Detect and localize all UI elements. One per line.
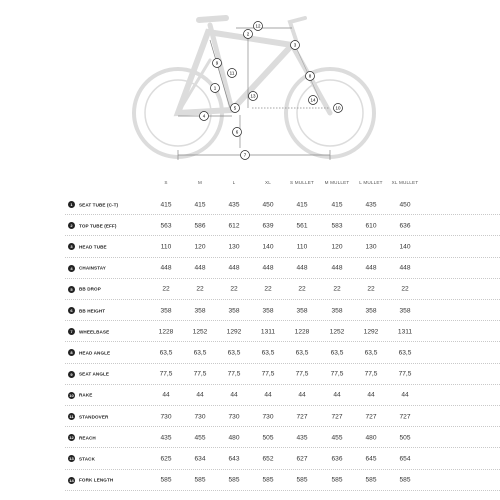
table-cell: 586: [194, 222, 206, 230]
svg-text:9: 9: [215, 60, 219, 66]
table-row: [60, 385, 500, 406]
table-cell: 358: [296, 307, 308, 315]
table-cell: 44: [367, 391, 375, 399]
row-label: STANDOVER: [79, 414, 109, 420]
table-cell: 63,5: [261, 349, 275, 357]
svg-text:7: 7: [243, 152, 247, 158]
table-cell: 585: [331, 476, 343, 484]
table-cell: 1228: [294, 328, 310, 336]
row-label: HEAD TUBE: [79, 244, 107, 250]
table-row: [60, 427, 500, 448]
marker-12: [254, 22, 263, 31]
table-cell: 435: [365, 201, 377, 209]
table-cell: 448: [399, 264, 411, 272]
table-cell: 561: [296, 222, 308, 230]
table-cell: 77,5: [193, 370, 207, 378]
table-cell: 22: [298, 285, 306, 293]
table-cell: 730: [228, 413, 240, 421]
table-cell: 505: [399, 434, 411, 442]
table-cell: 448: [365, 264, 377, 272]
table-cell: 610: [365, 222, 377, 230]
table-cell: 625: [160, 455, 172, 463]
table-cell: 612: [228, 222, 240, 230]
svg-text:6: 6: [235, 129, 239, 135]
table-cell: 654: [399, 455, 411, 463]
row-number-badge: 4: [68, 265, 75, 272]
table-cell: 44: [162, 391, 170, 399]
table-cell: 450: [262, 201, 274, 209]
table-cell: 77,5: [159, 370, 173, 378]
table-cell: 480: [365, 434, 377, 442]
table-cell: 455: [194, 434, 206, 442]
table-cell: 585: [194, 476, 206, 484]
table-cell: 1228: [158, 328, 174, 336]
row-number-badge: 5: [68, 286, 75, 293]
table-row: [60, 236, 500, 257]
table-cell: 730: [194, 413, 206, 421]
table-cell: 120: [331, 243, 343, 251]
row-number-badge: 7: [68, 328, 75, 335]
marker-8: [306, 72, 315, 81]
marker-1: [211, 84, 220, 93]
marker-7: [241, 151, 250, 160]
row-number-badge: 9: [68, 371, 75, 378]
marker-4: [200, 112, 209, 121]
table-cell: 435: [160, 434, 172, 442]
table-cell: 77,5: [398, 370, 412, 378]
table-row: [60, 406, 500, 427]
table-cell: 22: [230, 285, 238, 293]
row-number-badge: 8: [68, 349, 75, 356]
table-cell: 358: [194, 307, 206, 315]
row-label: FORK LENGTH: [79, 477, 114, 483]
row-label: HEAD ANGLE: [79, 350, 111, 356]
table-cell: 448: [160, 264, 172, 272]
table-cell: 140: [399, 243, 411, 251]
table-cell: 415: [160, 201, 172, 209]
table-row: [60, 258, 500, 279]
table-cell: 1292: [226, 328, 242, 336]
table-cell: 435: [296, 434, 308, 442]
marker-6: [233, 128, 242, 137]
table-cell: 415: [296, 201, 308, 209]
table-row: [60, 300, 500, 321]
svg-text:12: 12: [255, 23, 261, 29]
column-header: L: [232, 180, 236, 185]
table-cell: 645: [365, 455, 377, 463]
svg-text:5: 5: [233, 105, 237, 111]
table-cell: 435: [228, 201, 240, 209]
table-cell: 358: [365, 307, 377, 315]
row-number-badge: 13: [69, 456, 74, 462]
table-cell: 585: [399, 476, 411, 484]
row-label: BB DROP: [79, 286, 101, 292]
row-label: CHAINSTAY: [79, 265, 106, 271]
row-number-badge: 10: [69, 392, 74, 398]
marker-2: [244, 30, 253, 39]
table-cell: 563: [160, 222, 172, 230]
svg-text:8: 8: [308, 73, 312, 79]
table-row: [60, 194, 500, 215]
table-cell: 44: [196, 391, 204, 399]
marker-14: [309, 96, 318, 105]
table-cell: 22: [162, 285, 170, 293]
table-cell: 44: [401, 391, 409, 399]
svg-text:14: 14: [310, 97, 316, 103]
table-cell: 415: [331, 201, 343, 209]
table-cell: 22: [196, 285, 204, 293]
svg-text:2: 2: [246, 31, 250, 37]
marker-13: [249, 92, 258, 101]
table-cell: 643: [228, 455, 240, 463]
table-cell: 140: [262, 243, 274, 251]
table-cell: 636: [399, 222, 411, 230]
table-cell: 130: [228, 243, 240, 251]
table-cell: 63,5: [330, 349, 344, 357]
row-number-badge: 11: [69, 414, 74, 420]
table-cell: 77,5: [227, 370, 241, 378]
table-cell: 44: [264, 391, 272, 399]
marker-3: [291, 41, 300, 50]
table-cell: 448: [296, 264, 308, 272]
row-divider: [65, 490, 500, 491]
svg-text:11: 11: [229, 70, 235, 76]
table-cell: 77,5: [295, 370, 309, 378]
table-cell: 63,5: [159, 349, 173, 357]
table-cell: 448: [262, 264, 274, 272]
table-cell: 585: [160, 476, 172, 484]
table-cell: 583: [331, 222, 343, 230]
table-cell: 1311: [397, 328, 413, 336]
table-cell: 63,5: [398, 349, 412, 357]
row-label: BB HEIGHT: [79, 308, 106, 314]
table-cell: 727: [399, 413, 411, 421]
column-header: L MULLET: [359, 180, 383, 185]
table-cell: 1252: [192, 328, 208, 336]
row-label: WHEELBASE: [79, 329, 110, 335]
row-number-badge: 6: [68, 307, 75, 314]
column-header: XL MULLET: [391, 180, 419, 185]
table-cell: 1252: [329, 328, 345, 336]
table-cell: 634: [194, 455, 206, 463]
table-cell: 77,5: [330, 370, 344, 378]
table-cell: 505: [262, 434, 274, 442]
table-cell: 627: [296, 455, 308, 463]
table-cell: 652: [262, 455, 274, 463]
table-cell: 730: [262, 413, 274, 421]
bike-silhouette: [134, 18, 374, 157]
table-cell: 450: [399, 201, 411, 209]
table-cell: 585: [262, 476, 274, 484]
table-cell: 22: [333, 285, 341, 293]
table-cell: 358: [399, 307, 411, 315]
svg-text:3: 3: [293, 42, 297, 48]
row-number-badge: 2: [68, 222, 75, 229]
column-header: M MULLET: [324, 180, 350, 185]
table-cell: 636: [331, 455, 343, 463]
table-cell: 1292: [363, 328, 379, 336]
table-cell: 120: [194, 243, 206, 251]
row-number-badge: 12: [69, 435, 74, 441]
table-cell: 585: [228, 476, 240, 484]
table-cell: 455: [331, 434, 343, 442]
table-cell: 44: [333, 391, 341, 399]
table-cell: 415: [194, 201, 206, 209]
table-cell: 585: [365, 476, 377, 484]
marker-10: [334, 104, 343, 113]
table-cell: 448: [228, 264, 240, 272]
table-row: [60, 321, 500, 342]
table-cell: 63,5: [295, 349, 309, 357]
table-cell: 480: [228, 434, 240, 442]
table-cell: 358: [160, 307, 172, 315]
column-header: S MULLET: [289, 180, 315, 185]
table-cell: 727: [296, 413, 308, 421]
table-cell: 1311: [260, 328, 276, 336]
table-cell: 727: [331, 413, 343, 421]
table-cell: 110: [160, 243, 172, 251]
column-header: XL: [264, 180, 272, 185]
table-cell: 77,5: [364, 370, 378, 378]
svg-text:10: 10: [335, 105, 341, 111]
marker-9: [213, 59, 222, 68]
marker-5: [231, 104, 240, 113]
table-cell: 63,5: [364, 349, 378, 357]
table-cell: 730: [160, 413, 172, 421]
table-row: [60, 448, 500, 469]
column-header: S: [164, 180, 168, 185]
row-label: SEAT ANGLE: [79, 371, 110, 377]
table-cell: 448: [331, 264, 343, 272]
table-cell: 44: [298, 391, 306, 399]
row-label: RAKE: [79, 392, 93, 398]
bike-geometry-diagram: [0, 0, 500, 168]
row-label: TOP TUBE (EFF): [79, 223, 117, 229]
table-cell: 358: [228, 307, 240, 315]
table-row: [60, 364, 500, 385]
svg-text:4: 4: [202, 113, 206, 119]
table-cell: 22: [264, 285, 272, 293]
table-cell: 110: [296, 243, 308, 251]
table-row: [60, 342, 500, 363]
table-cell: 44: [230, 391, 238, 399]
row-label: REACH: [79, 435, 96, 441]
row-label: SEAT TUBE (C-T): [79, 202, 119, 208]
svg-text:1: 1: [213, 85, 217, 91]
table-cell: 22: [367, 285, 375, 293]
table-cell: 63,5: [227, 349, 241, 357]
table-cell: 358: [331, 307, 343, 315]
row-label: STACK: [79, 456, 95, 462]
table-cell: 22: [401, 285, 409, 293]
table-cell: 639: [262, 222, 274, 230]
table-cell: 77,5: [261, 370, 275, 378]
marker-11: [228, 69, 237, 78]
table-row: [60, 215, 500, 236]
table-row: [60, 279, 500, 300]
table-cell: 358: [262, 307, 274, 315]
row-number-badge: 14: [69, 477, 74, 483]
table-cell: 727: [365, 413, 377, 421]
svg-text:13: 13: [250, 93, 256, 99]
table-cell: 585: [296, 476, 308, 484]
column-header: M: [197, 180, 203, 185]
row-number-badge: 1: [68, 201, 75, 208]
table-cell: 63,5: [193, 349, 207, 357]
table-cell: 130: [365, 243, 377, 251]
row-number-badge: 3: [68, 243, 75, 250]
table-cell: 448: [194, 264, 206, 272]
table-row: [60, 470, 500, 491]
